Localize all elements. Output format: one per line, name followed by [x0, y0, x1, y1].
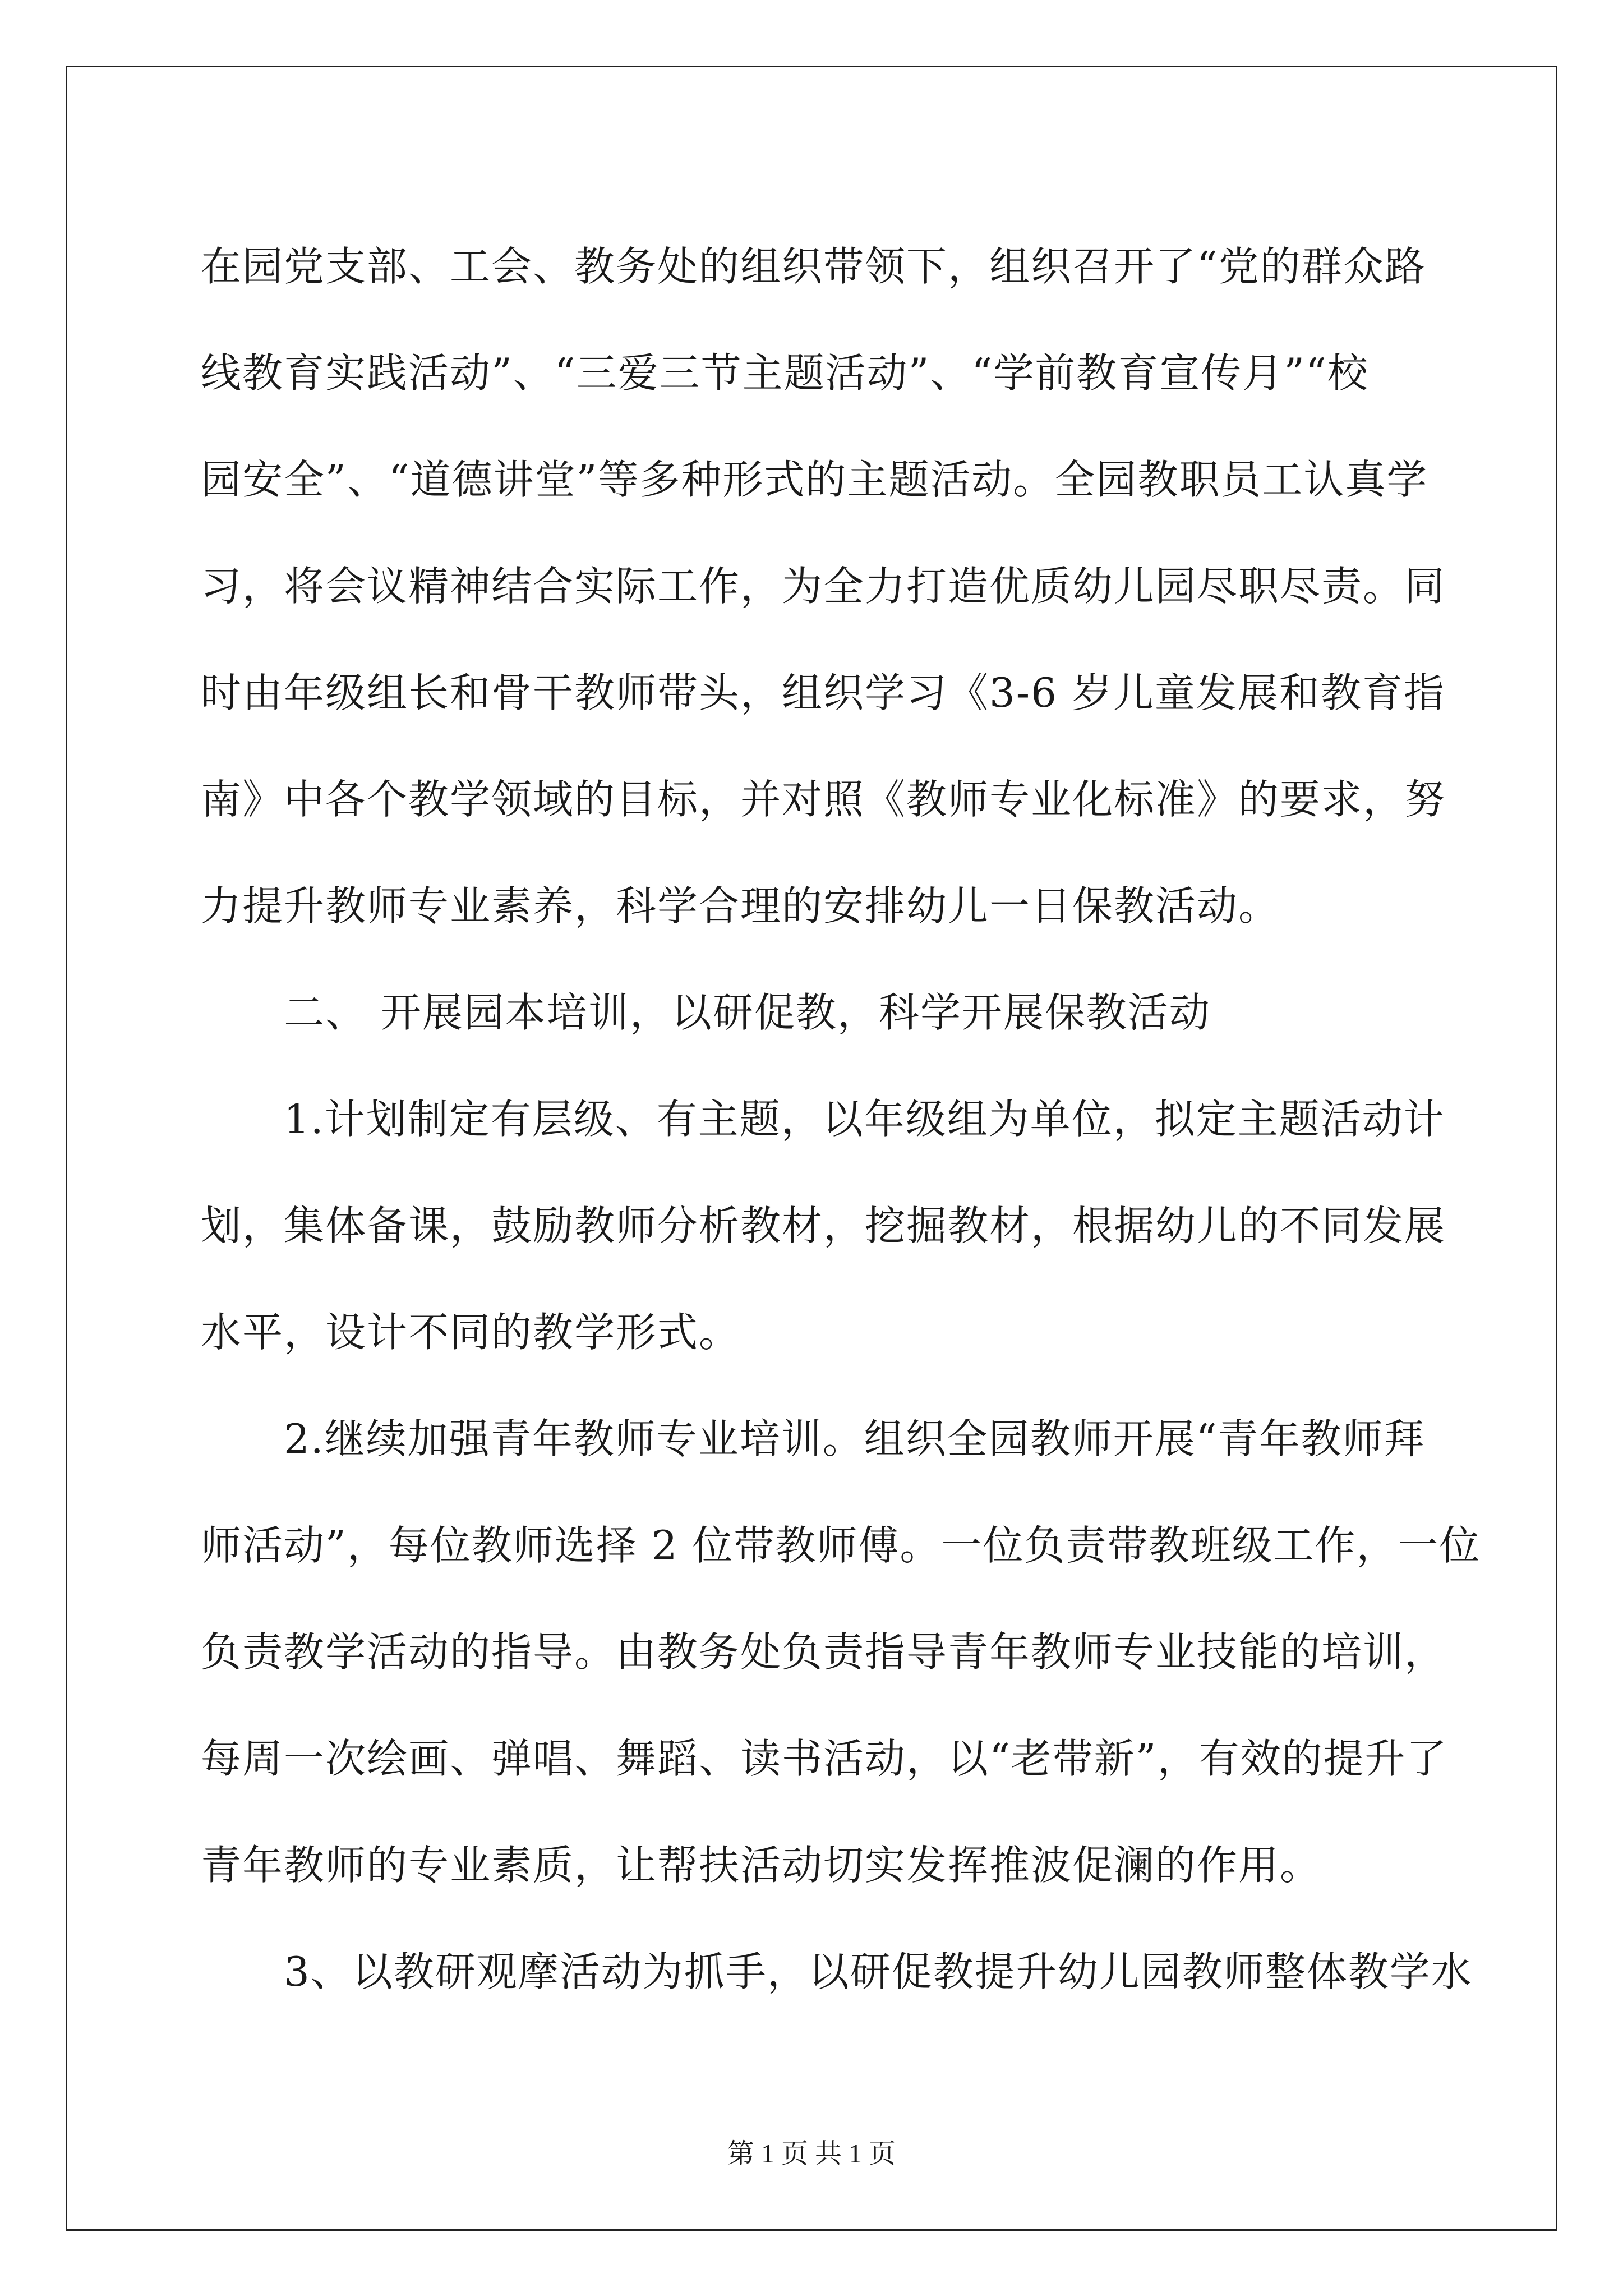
- text-line: 南》中各个教学领域的目标，并对照《教师专业化标准》的要求，努: [201, 776, 1446, 823]
- text-line: 1.计划制定有层级、有主题，以年级组为单位，拟定主题活动计: [284, 1096, 1445, 1143]
- page-number-footer: 第 1 页 共 1 页: [727, 2139, 896, 2169]
- document-body: [201, 213, 1481, 2025]
- text-line: 3、以教研观摩活动为抓手，以研促教提升幼儿园教师整体教学水: [284, 1948, 1473, 1995]
- text-line: 师活动”，每位教师选择 2 位带教师傅。一位负责带教班级工作，一位: [201, 1522, 1481, 1569]
- text-line: 每周一次绘画、弹唱、舞蹈、读书活动，以“老带新”，有效的提升了: [201, 1735, 1448, 1782]
- text-line: 在园党支部、工会、教务处的组织带领下，组织召开了“党的群众路: [201, 243, 1426, 290]
- text-line: 青年教师的专业素质，让帮扶活动切实发挥推波促澜的作用。: [201, 1842, 1322, 1889]
- text-line: 2.继续加强青年教师专业培训。组织全园教师开展“青年教师拜: [284, 1415, 1426, 1462]
- text-line: 时由年级组长和骨干教师带头，组织学习《3-6 岁儿童发展和教育指: [201, 669, 1445, 716]
- text-line: 水平，设计不同的教学形式。: [201, 1309, 741, 1356]
- text-line: 负责教学活动的指导。由教务处负责指导青年教师专业技能的培训，: [201, 1628, 1446, 1676]
- section-heading: 二、 开展园本培训，以研促教，科学开展保教活动: [284, 989, 1211, 1036]
- text-line: 划，集体备课，鼓励教师分析教材，挖掘教材，根据幼儿的不同发展: [201, 1202, 1446, 1249]
- text-line: 园安全”、“道德讲堂”等多种形式的主题活动。全园教职员工认真学: [201, 456, 1428, 503]
- text-line: 习，将会议精神结合实际工作，为全力打造优质幼儿园尽职尽责。同: [201, 563, 1446, 610]
- text-line: 线教育实践活动”、“三爱三节主题活动”、“学前教育宣传月”“校: [201, 349, 1369, 397]
- text-line: 力提升教师专业素养，科学合理的安排幼儿一日保教活动。: [201, 882, 1280, 930]
